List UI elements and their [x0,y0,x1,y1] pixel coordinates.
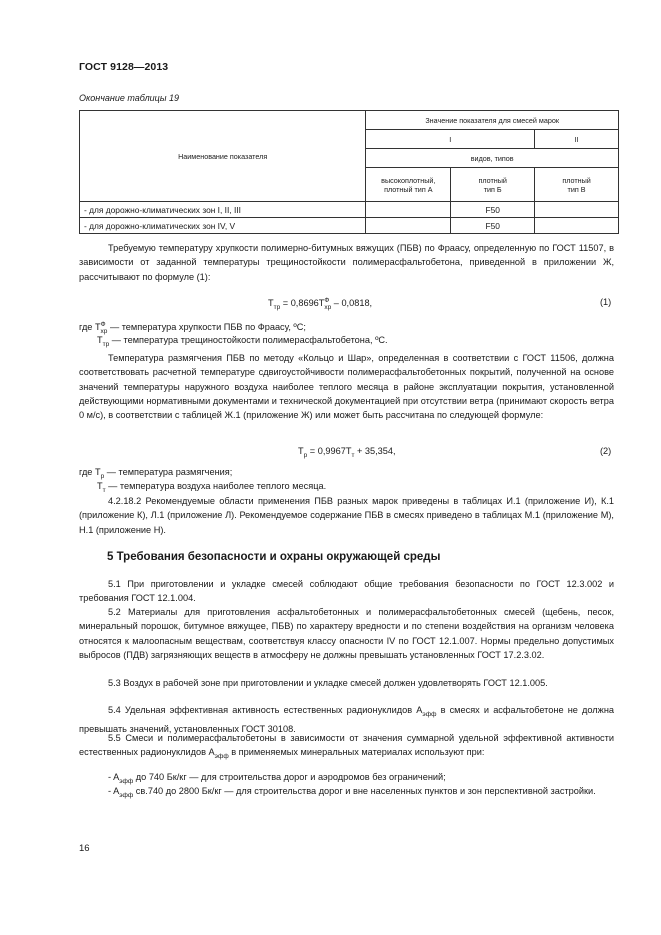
table-row [80,202,619,218]
row-value-a [366,218,451,234]
section-title: 5 Требования безопасности и охраны окружающей среды [107,551,441,563]
paragraph-5-3: 5.3 Воздух в рабочей зоне при приготовлении и укладке смесей должен удовлетворять ГОСТ 12.1.005. [108,678,548,688]
table-caption: Окончание таблицы 19 [79,93,179,103]
paragraph-5-1: 5.1 При приготовлении и укладке смесей соблюдают общие требования безопасности по ГОСТ 12.3.002 и требования ГОСТ 12.1.004. [79,579,614,604]
table-header-group-1: I [366,130,535,149]
formula-1-number: (1) [600,297,612,307]
formula-1-where-b: $T_{тр}$ — температура трещиностойкости полимерасфальтобетона, ºС. [97,335,388,348]
table-header-type-a: высокоплотный, плотный тип А [366,168,451,202]
paragraph-5-2: 5.2 Материалы для приготовления асфальтобетонных и полимерасфальтобетонных смесей (щебень, песок, минеральный порошок, битумное вяжущее, ПБВ) по характеру вредности и по степени воздействия на организм человека относятся к малоопасным веществам, соответствуя классу опасности IV по ГОСТ 12.1.007. Нормы предельно допустимых выбросов (ПДВ) загрязняющих веществ в атмосферу не должны превышать установленных ГОСТ 17.2.3.02. [79,607,614,660]
formula-1-where-a: где $T^Ф_{хр}$ — температура хрупкости ПБВ по Фраасу, ºС; [79,321,306,335]
table-19 [79,110,619,234]
table-header-kinds: видов, типов [366,149,619,168]
row-value-c [535,202,619,218]
formula-1: $T_{тр} = 0,8696T^Ф_{хр} - 0,0818$, [268,297,373,311]
row-value-a [366,202,451,218]
row-value-b: F50 [451,202,535,218]
table-header-group-2: II [535,130,619,149]
list-item: - $A_{эфф}$ до 740 Бк/кг — для строительства дорог и аэродромов без ограничений; [108,772,446,785]
formula-2: $T_р = 0,9967T_т + 35,354$, [298,446,396,459]
formula-2-where-a: где $T_р$ — температура размягчения; [79,467,233,480]
paragraph-pbv-fraass: Требуемую температуру хрупкости полимерно-битумных вяжущих (ПБВ) по Фраасу, определенную по ГОСТ 11507, в зависимости от заданной температуры трещиностойкости полимерасфальтобетона, приведенной в приложении Ж, рассчитывают по формуле (1): [79,243,614,282]
row-name: - для дорожно-климатических зон I, II, III [80,202,366,218]
formula-2-where-b: $T_т$ — температура воздуха наиболее теплого месяца. [97,481,327,494]
paragraph-5-4: 5.4 Удельная эффективная активность естественных радионуклидов $A_{эфф}$ в смесях и асфальтобетоне не должна превышать значений, установленных ГОСТ 30108. [79,705,614,735]
table-header-type-b: плотный тип Б [451,168,535,202]
row-value-b: F50 [451,218,535,234]
paragraph-softening-point: Температура размягчения ПБВ по методу «Кольцо и Шар», определенная в соответствии с ГОСТ 11506, должна соответствовать расчетной температуре сдвигоустойчивости полимерасфальтобетонных покрытий, полученной на основе значений температуры наружного воздуха наиболее теплого месяца в районе эксплуатации покрытия, установленной действующими нормативными документами и технической документацией при отсутствии ветра (принимают скорость ветра 0 м/с), в соответствии с таблицей Ж.1 (приложение Ж) или может быть рассчитана по следующей формуле: [79,353,614,421]
table-row [80,218,619,234]
table-header-type-c: плотный тип В [535,168,619,202]
paragraph-5-5: 5.5 Смеси и полимерасфальтобетоны в зависимости от значения суммарной удельной эффективной активности естественных радионуклидов $A_{эфф}$ в применяемых минеральных материалах используют при: [79,733,614,761]
paragraph-4-2-18-2: 4.2.18.2 Рекомендуемые области применения ПБВ разных марок приведены в таблицах И.1 (приложение И), К.1 (приложение К), Л.1 (приложение Л). Рекомендуемое содержание ПБВ в смесях приведено в таблицах М.1 (приложение М), Н.1 (приложение Н). [79,496,614,535]
standard-header: ГОСТ 9128—2013 [79,61,169,73]
table-header-value: Значение показателя для смесей марок [366,111,619,130]
table-header-name: Наименование показателя [80,111,366,202]
list-item: - $A_{эфф}$ св.740 до 2800 Бк/кг — для строительства дорог и вне населенных пунктов и зон перспективной застройки. [108,786,596,799]
row-value-c [535,218,619,234]
row-name: - для дорожно-климатических зон IV, V [80,218,366,234]
page-number: 16 [79,843,90,854]
formula-2-number: (2) [600,446,612,456]
